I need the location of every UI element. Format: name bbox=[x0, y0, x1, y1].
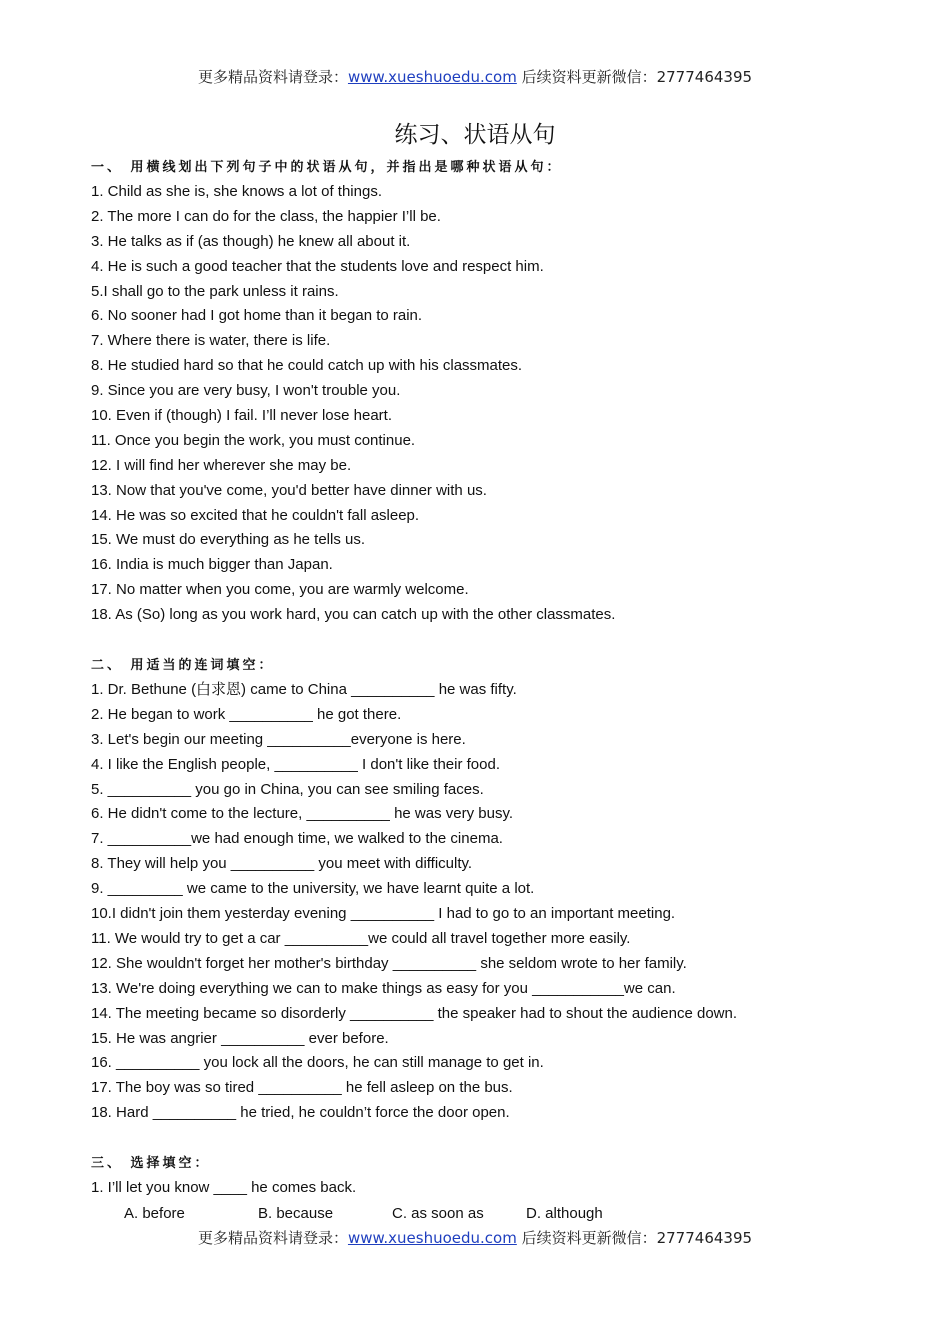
section1-item: 6. No sooner had I got home than it began to rain. bbox=[91, 307, 423, 325]
footer-link[interactable]: www.xueshuoedu.com bbox=[347, 1229, 517, 1247]
section1-item: 14. He was so excited that he couldn't fall asleep. bbox=[91, 506, 420, 524]
section3-heading: 三、 选择填空： bbox=[91, 1156, 211, 1172]
section2-item: 10.I didn't join them yesterday evening __________ I had to go to an important meeting. bbox=[91, 905, 676, 923]
section1-item: 3. He talks as if (as though) he knew all about it. bbox=[91, 232, 411, 250]
header-link[interactable]: www.xueshuoedu.com bbox=[347, 68, 517, 86]
section2-item: 4. I like the English people, __________ I don't like their food. bbox=[91, 755, 500, 773]
section1-item: 7. Where there is water, there is life. bbox=[91, 332, 331, 350]
section1-item: 13. Now that you've come, you'd better have dinner with us. bbox=[91, 481, 487, 499]
section1-item: 5.I shall go to the park unless it rains. bbox=[91, 282, 339, 300]
section2-item: 3. Let's begin our meeting __________everyone is here. bbox=[91, 730, 466, 748]
section1-item: 9. Since you are very busy, I won't trouble you. bbox=[91, 382, 401, 400]
section2-item: 6. He didn't come to the lecture, __________ he was very busy. bbox=[91, 805, 514, 823]
section1-list bbox=[91, 180, 891, 628]
section2-item: 15. He was angrier __________ ever before. bbox=[91, 1029, 389, 1047]
option-a: A. before bbox=[124, 1204, 185, 1222]
option-c: C. as soon as bbox=[392, 1204, 484, 1222]
section1-item: 2. The more I can do for the class, the happier I’ll be. bbox=[91, 207, 441, 225]
section2-item: 16. __________ you lock all the doors, he can still manage to get in. bbox=[91, 1054, 544, 1072]
section2-item: 5. __________ you go in China, you can see smiling faces. bbox=[91, 780, 484, 798]
page-header bbox=[0, 66, 950, 87]
section3-list bbox=[91, 1176, 891, 1201]
section2-item: 11. We would try to get a car __________we could all travel together more easily. bbox=[91, 929, 631, 947]
footer-prefix: 更多精品资料请登录： bbox=[197, 1229, 348, 1247]
section2-item: 12. She wouldn't forget her mother's birthday __________ she seldom wrote to her family. bbox=[91, 954, 687, 972]
section1-item: 8. He studied hard so that he could catch up with his classmates. bbox=[91, 357, 523, 375]
section2-item: 7. __________we had enough time, we walked to the cinema. bbox=[91, 830, 503, 848]
section1-item: 4. He is such a good teacher that the students love and respect him. bbox=[91, 257, 544, 275]
section2-item: 2. He began to work __________ he got there. bbox=[91, 705, 402, 723]
section2-item: 1. Dr. Bethune (白求恩) came to China __________ he was fifty. bbox=[91, 681, 517, 699]
page-title: 练习、状语从句 bbox=[394, 122, 556, 148]
section1-heading: 一、 用横线划出下列句子中的状语从句，并指出是哪种状语从句： bbox=[91, 160, 563, 175]
exercise-content bbox=[91, 155, 891, 1226]
section3-item: 1. I’ll let you know ____ he comes back. bbox=[91, 1179, 357, 1197]
section2-item: 13. We're doing everything we can to make things as easy for you ___________we can. bbox=[91, 979, 676, 997]
section1-item: 18. As (So) long as you work hard, you can catch up with the other classmates. bbox=[91, 606, 616, 624]
question-options bbox=[91, 1201, 891, 1226]
section2-item: 17. The boy was so tired __________ he fell asleep on the bus. bbox=[91, 1079, 513, 1097]
footer-suffix: 后续资料更新微信：2777464395 bbox=[516, 1229, 753, 1247]
section1-item: 17. No matter when you come, you are warmly welcome. bbox=[91, 581, 469, 599]
section2-item: 9. _________ we came to the university, we have learnt quite a lot. bbox=[91, 880, 535, 898]
section1-item: 10. Even if (though) I fail. I’ll never lose heart. bbox=[91, 407, 392, 425]
section1-item: 16. India is much bigger than Japan. bbox=[91, 556, 333, 574]
section2-item: 18. Hard __________ he tried, he couldn’t force the door open. bbox=[91, 1104, 510, 1122]
section1-item: 12. I will find her wherever she may be. bbox=[91, 456, 352, 474]
section1-item: 15. We must do everything as he tells us. bbox=[91, 531, 366, 549]
section1-item: 1. Child as she is, she knows a lot of things. bbox=[91, 183, 382, 200]
option-b: B. because bbox=[258, 1204, 334, 1222]
option-d: D. although bbox=[526, 1204, 603, 1222]
header-suffix: 后续资料更新微信：2777464395 bbox=[516, 68, 753, 86]
section2-heading: 二、 用适当的连词填空： bbox=[91, 658, 275, 674]
section1-item: 11. Once you begin the work, you must continue. bbox=[91, 431, 416, 449]
section2-item: 8. They will help you __________ you meet with difficulty. bbox=[91, 855, 473, 873]
section2-list bbox=[91, 678, 891, 1126]
section2-item: 14. The meeting became so disorderly __________ the speaker had to shout the audience down. bbox=[91, 1004, 738, 1022]
page-footer bbox=[0, 1227, 950, 1248]
header-prefix: 更多精品资料请登录： bbox=[197, 68, 348, 86]
